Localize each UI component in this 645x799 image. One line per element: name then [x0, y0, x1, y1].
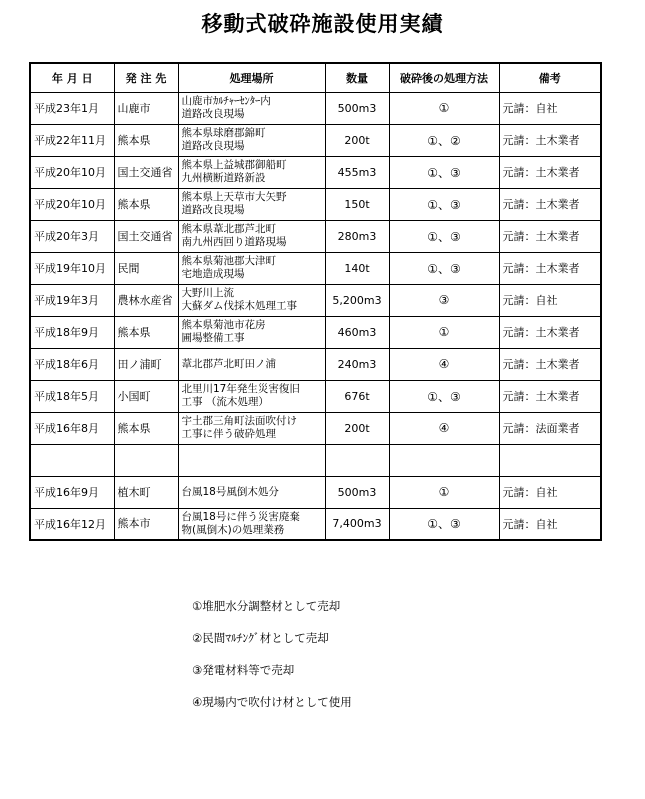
- site-line-2: 道路改良現場: [181, 204, 245, 216]
- cell-site: [178, 124, 325, 156]
- cell-quantity: 460m3: [325, 316, 389, 348]
- cell-site: [178, 476, 325, 508]
- note-item: ①堆肥水分調整材として売却: [192, 599, 341, 613]
- site-line-2: 圃場整備工事: [181, 332, 245, 344]
- cell-method: ①、③: [389, 508, 499, 540]
- site-line-2: 大蘇ダム伐採木処理工事: [181, 300, 297, 312]
- cell-method: [389, 444, 499, 476]
- cell-site: [178, 188, 325, 220]
- cell-client: 熊本県: [114, 188, 178, 220]
- cell-note: 元請：法面業者: [499, 412, 601, 444]
- cell-note: 元請：土木業者: [499, 124, 601, 156]
- cell-date: 平成18年9月: [30, 316, 114, 348]
- cell-client: 熊本市: [114, 508, 178, 540]
- site-line-1: 大野川上流: [181, 287, 234, 299]
- cell-quantity: 200t: [325, 412, 389, 444]
- header-quantity: 数量: [325, 63, 389, 92]
- cell-note: 元請：土木業者: [499, 220, 601, 252]
- cell-note: 元請：土木業者: [499, 348, 601, 380]
- header-client: 発 注 先: [114, 63, 178, 92]
- cell-site: [178, 284, 325, 316]
- cell-method: ①: [389, 316, 499, 348]
- site-line-2: 道路改良現場: [181, 108, 245, 120]
- cell-quantity: 5,200m3: [325, 284, 389, 316]
- cell-note: 元請：自社: [499, 508, 601, 540]
- cell-quantity: 7,400m3: [325, 508, 389, 540]
- cell-client: 国土交通省: [114, 156, 178, 188]
- cell-quantity: [325, 444, 389, 476]
- site-line-1: 熊本県葦北郡芦北町: [181, 223, 276, 235]
- table-row: [30, 380, 601, 412]
- cell-date: 平成19年3月: [30, 284, 114, 316]
- table-row: [30, 124, 601, 156]
- cell-client: 国土交通省: [114, 220, 178, 252]
- cell-method: ③: [389, 284, 499, 316]
- note-item: ③発電材料等で売却: [192, 663, 295, 677]
- cell-method: ①: [389, 476, 499, 508]
- cell-client: 小国町: [114, 380, 178, 412]
- cell-quantity: 140t: [325, 252, 389, 284]
- table-row: [30, 92, 601, 124]
- cell-site: [178, 412, 325, 444]
- cell-quantity: 200t: [325, 124, 389, 156]
- cell-note: 元請：自社: [499, 92, 601, 124]
- site-line-2: 道路改良現場: [181, 140, 245, 152]
- cell-date: 平成20年3月: [30, 220, 114, 252]
- cell-note: [499, 444, 601, 476]
- cell-method: ①、③: [389, 380, 499, 412]
- cell-quantity: 455m3: [325, 156, 389, 188]
- cell-site: [178, 156, 325, 188]
- cell-method: ①、②: [389, 124, 499, 156]
- cell-date: 平成22年11月: [30, 124, 114, 156]
- cell-method: ④: [389, 348, 499, 380]
- cell-note: 元請：土木業者: [499, 316, 601, 348]
- page-title: 移動式破砕施設使用実績: [201, 12, 444, 36]
- header-site: 処理場所: [178, 63, 325, 92]
- cell-quantity: 240m3: [325, 348, 389, 380]
- site-line-2: 南九州西回り道路現場: [181, 236, 287, 248]
- cell-date: 平成18年5月: [30, 380, 114, 412]
- table-row: [30, 156, 601, 188]
- site-line-1: 熊本県球磨郡錦町: [181, 127, 266, 139]
- cell-date: 平成20年10月: [30, 156, 114, 188]
- cell-quantity: 500m3: [325, 476, 389, 508]
- cell-quantity: 500m3: [325, 92, 389, 124]
- cell-date: 平成16年12月: [30, 508, 114, 540]
- site-line-1: 台風18号に伴う災害廃棄: [181, 510, 300, 523]
- cell-site: [178, 316, 325, 348]
- cell-client: 熊本県: [114, 124, 178, 156]
- site-line-1: 北里川17年発生災害復旧: [181, 383, 300, 395]
- header-method: 破砕後の処理方法: [389, 63, 499, 92]
- site-line-1: 熊本県上益城郡御船町: [181, 159, 287, 171]
- cell-site: [178, 348, 325, 380]
- cell-site: [178, 380, 325, 412]
- site-line-1: 熊本県菊池市花房: [181, 319, 266, 331]
- cell-site: [178, 92, 325, 124]
- cell-date: 平成16年8月: [30, 412, 114, 444]
- header-row: [30, 63, 601, 92]
- cell-method: ④: [389, 412, 499, 444]
- cell-client: 民間: [114, 252, 178, 284]
- records-table: [29, 62, 602, 541]
- table-row: [30, 348, 601, 380]
- header-note: 備考: [499, 63, 601, 92]
- site-line-2: 宅地造成現場: [181, 268, 245, 280]
- cell-note: 元請：自社: [499, 284, 601, 316]
- site-line-2: 九州横断道路新設: [181, 172, 266, 184]
- cell-method: ①、③: [389, 252, 499, 284]
- site-line-2: 工事 （流木処理）: [181, 396, 269, 408]
- cell-quantity: 676t: [325, 380, 389, 412]
- cell-date: 平成20年10月: [30, 188, 114, 220]
- cell-note: 元請：土木業者: [499, 380, 601, 412]
- table-row: [30, 220, 601, 252]
- cell-method: ①: [389, 92, 499, 124]
- cell-site: [178, 508, 325, 540]
- cell-client: 田ノ浦町: [114, 348, 178, 380]
- cell-client: 熊本県: [114, 316, 178, 348]
- table-row: [30, 476, 601, 508]
- cell-site: [178, 220, 325, 252]
- site-line-1: 熊本県上天草市大矢野: [181, 191, 287, 203]
- site-line-2: 工事に伴う破砕処理: [181, 428, 276, 440]
- cell-site: [178, 252, 325, 284]
- site-line-1: 宇土郡三角町法面吹付け: [181, 415, 297, 427]
- site-line-1: 熊本県菊池郡大津町: [181, 255, 276, 267]
- note-item: ②民間ﾏﾙﾁﾝｸﾞ材として売却: [192, 631, 329, 645]
- site-line-1: 台風18号風倒木処分: [181, 485, 279, 498]
- note-item: ④現場内で吹付け材として使用: [192, 695, 352, 709]
- cell-site: [178, 444, 325, 476]
- cell-client: 農林水産省: [114, 284, 178, 316]
- cell-method: ①、③: [389, 220, 499, 252]
- table-row: [30, 444, 601, 476]
- site-line-2: 物(風倒木)の処理業務: [181, 523, 285, 536]
- cell-client: [114, 444, 178, 476]
- cell-date: 平成23年1月: [30, 92, 114, 124]
- site-line-1: 葦北郡芦北町田ノ浦: [181, 357, 276, 370]
- cell-method: ①、③: [389, 156, 499, 188]
- cell-client: 植木町: [114, 476, 178, 508]
- cell-note: 元請：土木業者: [499, 188, 601, 220]
- cell-note: 元請：土木業者: [499, 252, 601, 284]
- table-row: [30, 508, 601, 540]
- table-row: [30, 316, 601, 348]
- site-line-1: 山鹿市ｶﾙﾁｬｰｾﾝﾀｰ内: [181, 95, 271, 107]
- cell-client: 山鹿市: [114, 92, 178, 124]
- cell-note: 元請：土木業者: [499, 156, 601, 188]
- cell-note: 元請：自社: [499, 476, 601, 508]
- header-date: 年 月 日: [30, 63, 114, 92]
- cell-quantity: 150t: [325, 188, 389, 220]
- legend-notes: [192, 598, 352, 726]
- table-row: [30, 284, 601, 316]
- cell-quantity: 280m3: [325, 220, 389, 252]
- cell-date: 平成18年6月: [30, 348, 114, 380]
- cell-date: 平成19年10月: [30, 252, 114, 284]
- table-row: [30, 412, 601, 444]
- cell-date: [30, 444, 114, 476]
- cell-date: 平成16年9月: [30, 476, 114, 508]
- cell-method: ①、③: [389, 188, 499, 220]
- table-row: [30, 188, 601, 220]
- table-row: [30, 252, 601, 284]
- cell-client: 熊本県: [114, 412, 178, 444]
